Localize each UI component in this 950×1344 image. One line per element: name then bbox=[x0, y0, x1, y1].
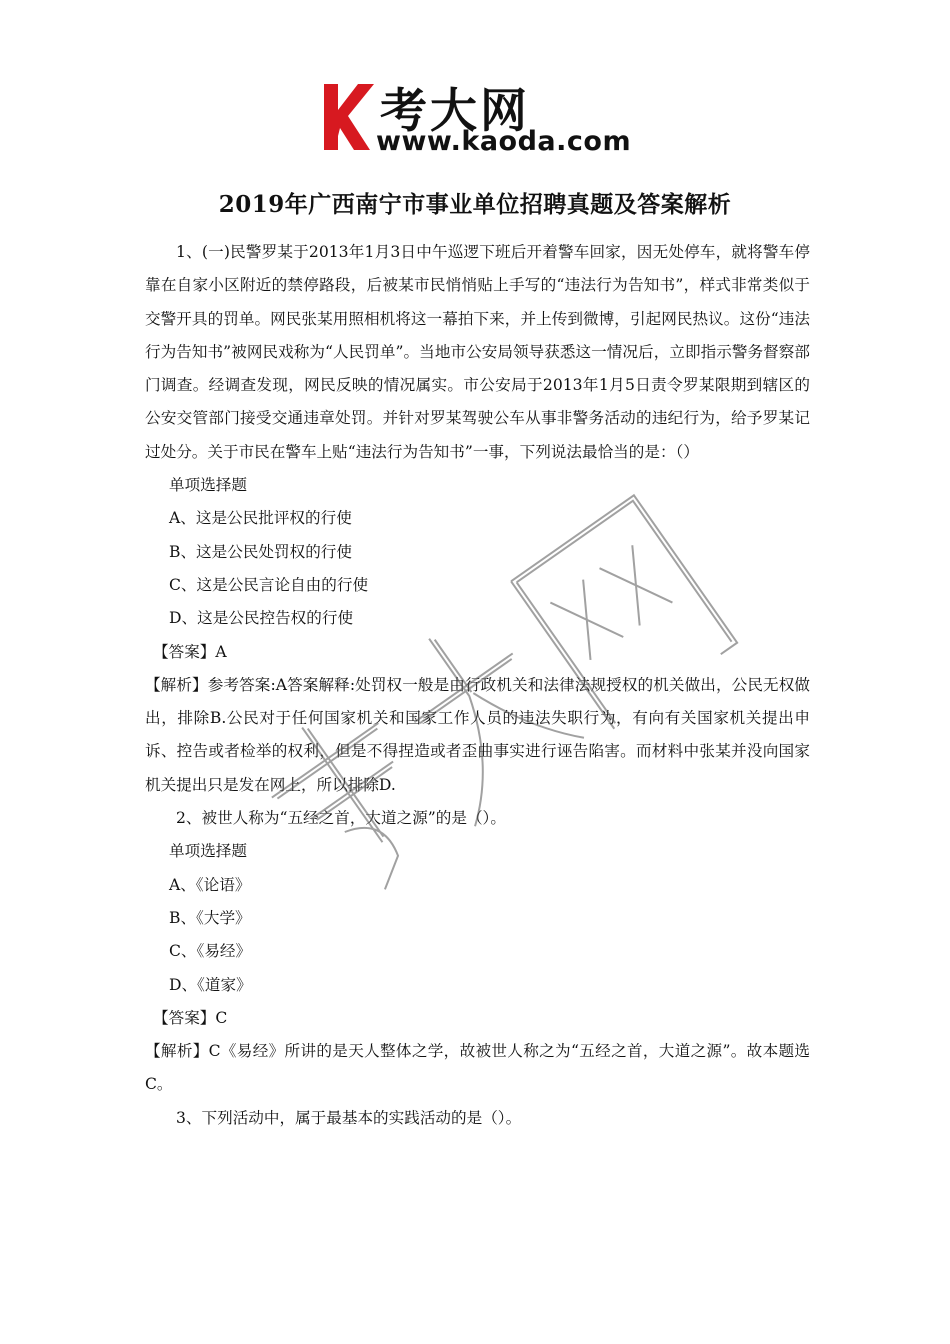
q1-option-c: C、这是公民言论自由的行使 bbox=[169, 575, 369, 594]
q2-stem: 2、被世人称为“五经之首，大道之源”的是（）。 bbox=[176, 809, 506, 828]
logo-url: www.kaoda.com bbox=[376, 126, 632, 157]
q1-type: 单项选择题 bbox=[169, 476, 247, 495]
kaoda-logo bbox=[318, 78, 638, 160]
q2-type: 单项选择题 bbox=[169, 842, 247, 861]
q1-option-a: A、这是公民批评权的行使 bbox=[169, 509, 352, 528]
q1-stem: 1、(一)民警罗某于2013年1月3日中午巡逻下班后开着警车回家，因无处停车，就将警车停靠在自家小区附近的禁停路段，后被某市民悄悄贴上手写的“违法行为告知书”，样式非常类似于交警开具的罚单。网民张某用照相机将这一幕拍下来，并上传到微博，引起网民热议。这份“违法行为告知书”被网民戏称为“人民罚单”。当地市公安局领导获悉这一情况后，立即指示警务督察部门调查。经调查发现，网民反映的情况属实。市公安局于2013年1月5日责令罗某限期到辖区的公安交管部门接受交通违章处罚。并针对罗某驾驶公车从事非警务活动的违纪行为，给予罗某记过处分。关于市民在警车上贴“违法行为告知书”一事，下列说法最恰当的是：（） bbox=[145, 243, 810, 461]
document-body bbox=[145, 236, 810, 1135]
q2-analysis: 【解析】C《易经》所讲的是天人整体之学，故被世人称之为“五经之首，大道之源”。故本题选C。 bbox=[145, 1042, 810, 1094]
q2-option-c: C、《易经》 bbox=[169, 942, 252, 961]
q2-option-b: B、《大学》 bbox=[169, 908, 251, 927]
q2-option-a: A、《论语》 bbox=[169, 875, 251, 894]
q3-stem: 3、下列活动中，属于最基本的实践活动的是（）。 bbox=[176, 1108, 522, 1127]
q1-option-b: B、这是公民处罚权的行使 bbox=[169, 542, 352, 561]
k-logo-icon bbox=[318, 78, 378, 156]
q2-answer: 【答案】C bbox=[153, 1008, 228, 1027]
q2-option-d: D、《道家》 bbox=[169, 975, 252, 994]
q1-option-d: D、这是公民控告权的行使 bbox=[169, 609, 354, 628]
logo-brand-text: 考大网 bbox=[380, 84, 530, 139]
q1-analysis: 【解析】参考答案:A答案解释:处罚权一般是由行政机关和法律法规授权的机关做出，公民无权做出，排除B.公民对于任何国家机关和国家工作人员的违法失职行为，有向有关国家机关提出申诉、控告或者检举的权利，但是不得捏造或者歪曲事实进行诬告陷害。而材料中张某并没向国家机关提出只是发在网上，所以排除D. bbox=[145, 675, 810, 794]
q1-answer: 【答案】A bbox=[153, 642, 227, 661]
page-title: 2019年广西南宁市事业单位招聘真题及答案解析 bbox=[218, 191, 732, 218]
